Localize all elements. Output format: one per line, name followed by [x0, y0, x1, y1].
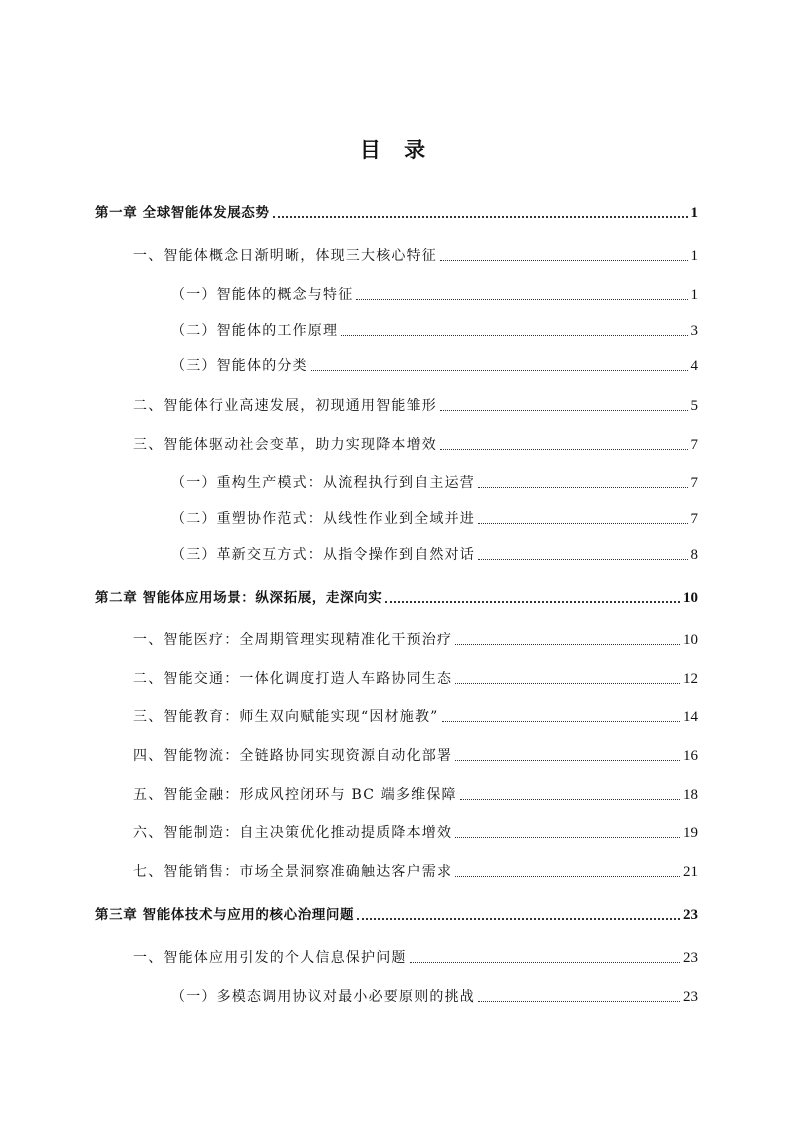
toc-entry-level1[interactable] [95, 204, 698, 222]
toc-entry-level2[interactable] [133, 708, 698, 726]
dot-leader [478, 1001, 680, 1002]
toc-page-number: 1 [690, 205, 698, 221]
dot-leader [455, 683, 680, 684]
toc-page-number: 1 [690, 287, 698, 303]
toc-entry-text: 六、智能制造：自主决策优化推动提质降本增效 [133, 825, 453, 841]
dot-leader [460, 799, 680, 800]
toc-page-number: 23 [683, 950, 698, 966]
toc-entry-level2[interactable] [133, 863, 698, 881]
dot-leader [478, 559, 688, 560]
toc-entry-text: 第三章 智能体技术与应用的核心治理问题 [95, 907, 355, 923]
toc-page-number: 18 [683, 787, 698, 803]
toc-entry-level3[interactable] [171, 357, 698, 375]
toc-entry-level3[interactable] [171, 988, 698, 1006]
toc-entry-level3[interactable] [171, 546, 698, 564]
dot-leader [410, 962, 680, 963]
toc-entry-text: 四、智能物流：全链路协同实现资源自动化部署 [133, 748, 453, 764]
toc-page-number: 7 [690, 437, 698, 453]
toc-entry-text: （三）革新交互方式：从指令操作到自然对话 [171, 547, 475, 563]
toc-entry-text: （二）智能体的工作原理 [171, 323, 339, 339]
toc-entry-level2[interactable] [133, 786, 698, 804]
dot-leader [455, 760, 680, 761]
toc-entry-level2[interactable] [133, 747, 698, 765]
dot-leader [440, 449, 688, 450]
toc-page-number: 14 [683, 709, 698, 725]
toc-entry-text: 二、智能交通：一体化调度打造人车路协同生态 [133, 671, 453, 687]
toc-page-number: 12 [683, 671, 698, 687]
toc-entry-text: 一、智能体应用引发的个人信息保护问题 [133, 950, 407, 966]
toc-entry-text: （一）多模态调用协议对最小必要原则的挑战 [171, 989, 475, 1005]
toc-entry-level2[interactable] [133, 824, 698, 842]
toc-entry-text: （二）重塑协作范式：从线性作业到全域并进 [171, 511, 475, 527]
dot-leader [455, 876, 680, 877]
toc-page-number: 4 [690, 358, 698, 374]
toc-entry-level3[interactable] [171, 510, 698, 528]
toc-entry-text: 七、智能销售：市场全景洞察准确触达客户需求 [133, 864, 453, 880]
toc-entry-text: 一、智能体概念日渐明晰，体现三大核心特征 [133, 248, 437, 264]
dot-leader [341, 335, 687, 336]
toc-entry-level2[interactable] [133, 670, 698, 688]
toc-entry-level3[interactable] [171, 474, 698, 492]
toc-page-number: 21 [683, 864, 698, 880]
dot-leader [311, 370, 688, 371]
toc-entry-level2[interactable] [133, 436, 698, 454]
toc-entry-text: 第二章 智能体应用场景：纵深拓展，走深向实 [95, 590, 383, 606]
toc-entry-level2[interactable] [133, 631, 698, 649]
toc-page-number: 10 [683, 590, 698, 606]
dot-leader [455, 644, 680, 645]
toc-entry-level1[interactable] [95, 906, 698, 924]
dot-leader [455, 837, 680, 838]
toc-entry-text: 三、智能教育：师生双向赋能实现“因材施教” [133, 709, 439, 725]
toc-entry-level3[interactable] [171, 322, 698, 340]
toc-page-number: 10 [683, 632, 698, 648]
toc-page-number: 3 [690, 323, 698, 339]
dot-leader [478, 487, 688, 488]
dot-leader [273, 216, 688, 218]
toc-entry-text: （一）智能体的概念与特征 [171, 287, 354, 303]
toc-entry-text: 二、智能体行业高速发展，初现通用智能雏形 [133, 398, 437, 414]
toc-entry-level2[interactable] [133, 397, 698, 415]
toc-entry-text: 一、智能医疗：全周期管理实现精准化干预治疗 [133, 632, 453, 648]
dot-leader [440, 260, 688, 261]
toc-page-number: 16 [683, 748, 698, 764]
toc-entry-text: （一）重构生产模式：从流程执行到自主运营 [171, 475, 475, 491]
toc-entry-text: 五、智能金融：形成风控闭环与 BC 端多维保障 [133, 787, 457, 803]
dot-leader [440, 410, 688, 411]
toc-entry-text: 第一章 全球智能体发展态势 [95, 205, 270, 221]
toc-page-number: 7 [690, 511, 698, 527]
toc-entry-text: 三、智能体驱动社会变革，助力实现降本增效 [133, 437, 437, 453]
toc-page-number: 7 [690, 475, 698, 491]
dot-leader [356, 299, 687, 300]
toc-page-number: 23 [683, 989, 698, 1005]
toc-page-number: 1 [690, 248, 698, 264]
dot-leader [385, 601, 680, 603]
toc-page-number: 19 [683, 825, 698, 841]
toc-title: 目 录 [359, 138, 434, 162]
toc-entry-level1[interactable] [95, 589, 698, 607]
toc-page-number: 5 [690, 398, 698, 414]
toc-page-number: 23 [683, 907, 698, 923]
toc-entry-level2[interactable] [133, 247, 698, 265]
toc-page-number: 8 [690, 547, 698, 563]
toc-entry-level2[interactable] [133, 949, 698, 967]
dot-leader [478, 523, 688, 524]
dot-leader [442, 721, 680, 722]
toc-entry-level3[interactable] [171, 286, 698, 304]
dot-leader [357, 918, 680, 920]
toc-entry-text: （三）智能体的分类 [171, 358, 308, 374]
